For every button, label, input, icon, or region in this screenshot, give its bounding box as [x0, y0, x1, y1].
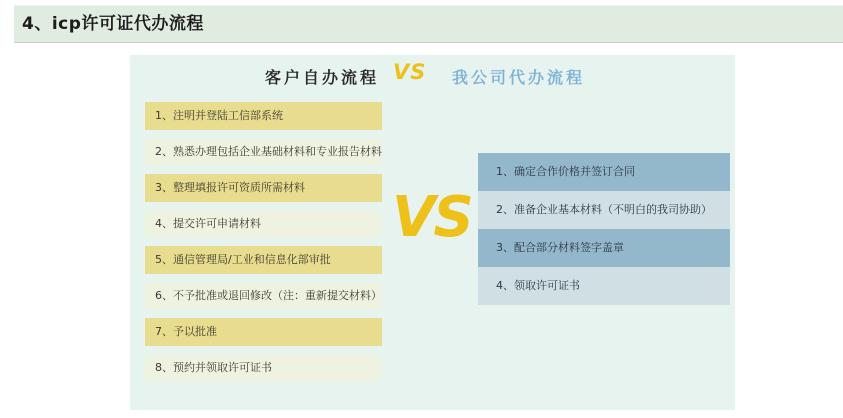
left-step-3: 3、整理填报许可资质所需材料 — [145, 174, 382, 202]
vs-label-center: VS — [392, 185, 472, 250]
left-column-title: 客户自办流程 — [265, 68, 380, 87]
left-step-4: 4、提交许可申请材料 — [145, 210, 382, 238]
section-heading-bar — [14, 5, 843, 43]
left-step-6: 6、不予批准或退回修改（注：重新提交材料） — [145, 282, 382, 310]
right-step-2: 2、准备企业基本材料（不明白的我司协助） — [478, 191, 730, 229]
right-steps-column — [478, 153, 730, 305]
left-step-8: 8、预约并领取许可证书 — [145, 354, 382, 382]
left-step-7: 7、予以批准 — [145, 318, 382, 346]
right-step-4: 4、领取许可证书 — [478, 267, 730, 305]
left-step-2: 2、熟悉办理包括企业基础材料和专业报告材料 — [145, 138, 382, 166]
vs-label-top: VS — [393, 60, 427, 84]
section-title: 4、icp许可证代办流程 — [22, 14, 204, 34]
left-steps-column — [145, 102, 382, 390]
comparison-panel — [130, 55, 735, 410]
right-step-3: 3、配合部分材料签字盖章 — [478, 229, 730, 267]
left-step-1: 1、注明并登陆工信部系统 — [145, 102, 382, 130]
right-column-title: 我公司代办流程 — [452, 68, 586, 87]
right-step-1: 1、确定合作价格并签订合同 — [478, 153, 730, 191]
left-step-5: 5、通信管理局/工业和信息化部审批 — [145, 246, 382, 274]
